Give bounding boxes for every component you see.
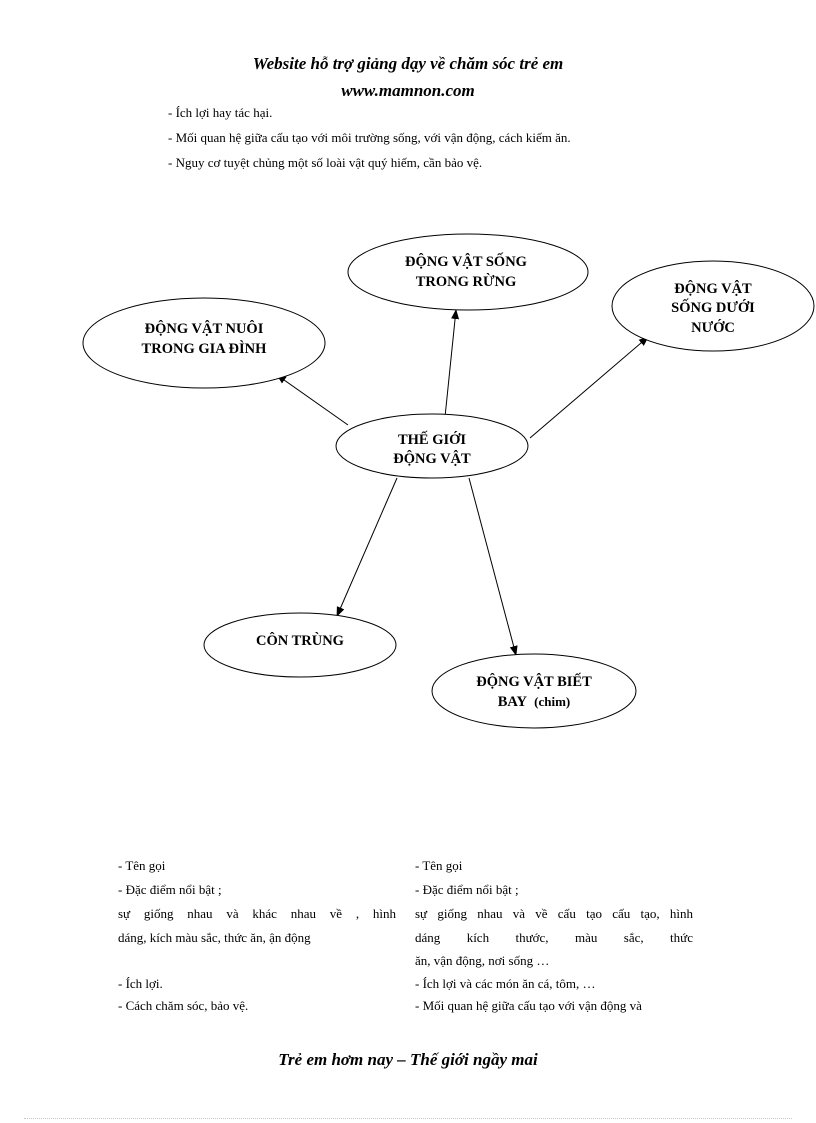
arrow-to-insects (337, 478, 397, 616)
intro-line-3: - Nguy cơ tuyệt chủng một số loài vật quý hiếm, cần bảo vệ. (168, 155, 483, 170)
node-center-line-1: THẾ GIỚI (397, 432, 467, 448)
footer-slogan: Trẻ em hơm nay – Thế giới ngầy mai (278, 1050, 538, 1069)
svg-text:BAY (chim) (498, 694, 570, 710)
node-water (612, 261, 814, 351)
node-forest-line-2: TRONG RỪNG (415, 274, 517, 290)
right-features: - Đặc điểm nổi bật ; (415, 882, 519, 897)
node-flying (432, 654, 636, 728)
right-compare-3: ăn, vận động, nơi sống … (415, 953, 550, 968)
node-insects (204, 613, 396, 677)
left-name: - Tên gọi (118, 858, 166, 873)
arrow-to-flying (469, 478, 516, 655)
left-features: - Đặc điểm nổi bật ; (118, 882, 222, 897)
node-domestic-line-1: ĐỘNG VẬT NUÔI (144, 321, 264, 337)
right-relation: - Mối quan hệ giữa cấu tạo với vận động và (415, 998, 642, 1013)
site-url: www.mamnon.com (341, 81, 475, 100)
node-water-line-3: NƯỚC (691, 320, 735, 336)
right-benefit: - Ích lợi và các món ăn cá, tôm, … (415, 976, 596, 991)
node-center (336, 414, 528, 478)
node-water-line-2: SỐNG DƯỚI (671, 300, 755, 316)
node-flying-line-2: BAY (497, 694, 527, 710)
arrow-to-domestic (277, 375, 348, 425)
right-compare-2: dáng kích thước, màu sắc, thức (415, 930, 693, 945)
node-flying-line-1: ĐỘNG VẬT BIẾT (476, 674, 592, 690)
left-compare-2: dáng, kích màu sắc, thức ăn, ận động (118, 930, 311, 945)
node-domestic (83, 298, 325, 388)
intro-line-1: - Ích lợi hay tác hại. (168, 105, 273, 120)
left-compare-1: sự giống nhau và khác nhau về , hình (118, 906, 396, 921)
left-care: - Cách chăm sóc, bảo vệ. (118, 998, 249, 1013)
node-center-line-2: ĐỘNG VẬT (393, 451, 471, 467)
site-title: Website hỗ trợ giảng dạy về chăm sóc trẻ em (252, 54, 564, 73)
node-forest-line-1: ĐỘNG VẬT SỐNG (405, 254, 527, 270)
right-compare-1: sự giống nhau và về cấu tạo cấu tạo, hình (415, 906, 693, 921)
node-domestic-line-2: TRONG GIA ĐÌNH (141, 341, 267, 357)
arrow-to-forest (445, 310, 456, 417)
intro-line-2: - Mối quan hệ giữa cấu tạo với môi trường sống, với vận động, cách kiếm ăn. (168, 130, 571, 145)
node-insects-line-1: CÔN TRÙNG (256, 633, 344, 649)
arrow-to-water (530, 337, 648, 438)
node-flying-note: (chim) (534, 694, 571, 709)
left-benefit: - Ích lợi. (118, 976, 163, 991)
right-name: - Tên gọi (415, 858, 463, 873)
node-water-line-1: ĐỘNG VẬT (674, 281, 752, 297)
node-forest (348, 234, 588, 310)
bottom-divider (24, 1118, 792, 1119)
